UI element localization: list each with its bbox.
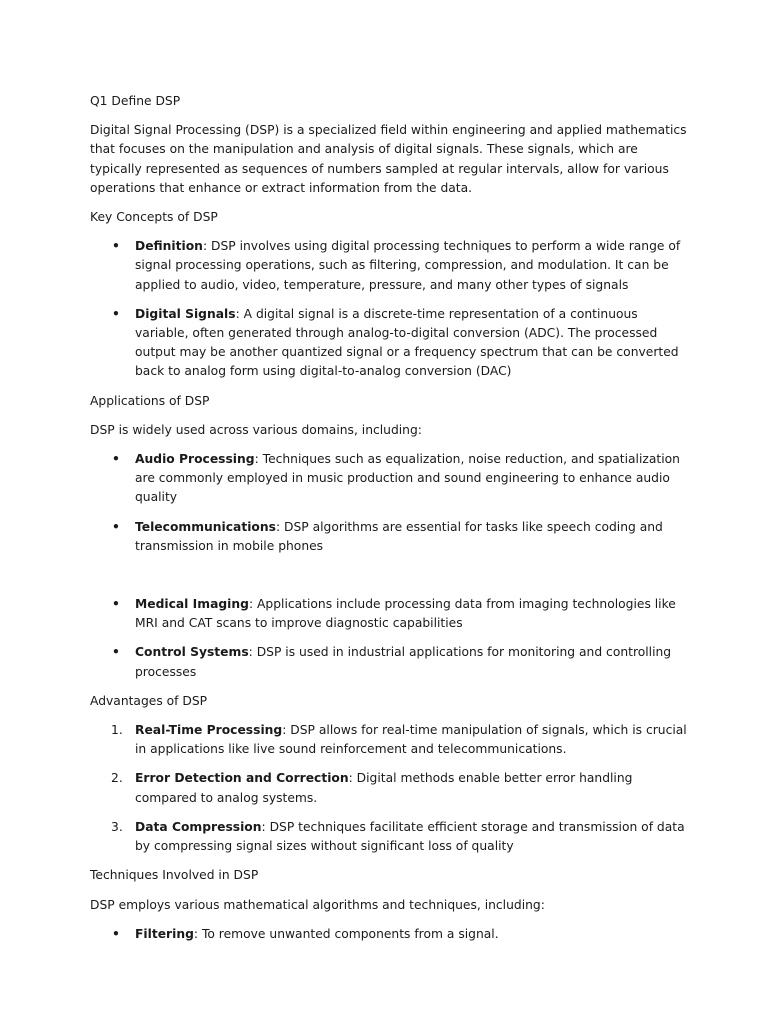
item-term: Telecommunications: [135, 519, 276, 534]
list-item: [90, 595, 690, 633]
list-item: [90, 643, 690, 681]
applications-title: Applications of DSP: [90, 393, 210, 408]
document-body: [90, 92, 690, 954]
key-concepts-title: Key Concepts of DSP: [90, 210, 218, 225]
blank-line: [90, 566, 690, 595]
list-item: [90, 305, 690, 382]
item-text: : DSP techniques facilitate efficient storage and transmission of data by compressing signal sizes without significant loss of quality: [135, 819, 685, 854]
item-term: Medical Imaging: [135, 597, 249, 612]
item-term: Real-Time Processing: [135, 723, 283, 738]
list-item: [90, 237, 690, 295]
item-text: : A digital signal is a discrete-time representation of a continuous variable, often generated through analog-to-digital conversion (ADC). The processed output may be another quantized signal or a frequency spectrum that can be converted back to analog form using digital-to-analog conversion (DAC): [135, 306, 679, 379]
applications-lead: DSP is widely used across various domains, including:: [90, 422, 422, 437]
item-term: Error Detection and Correction: [135, 771, 349, 786]
list-item: [90, 450, 690, 508]
item-term: Control Systems: [135, 645, 249, 660]
item-text: : DSP allows for real-time manipulation of signals, which is crucial in applications like live sound reinforcement and telecommunications.: [135, 723, 687, 757]
bullet-icon: •: [112, 452, 120, 467]
item-term: Definition: [135, 239, 203, 254]
item-number: 2.: [111, 771, 123, 786]
techniques-lead: DSP employs various mathematical algorithms and techniques, including:: [90, 897, 545, 912]
list-item: [90, 518, 690, 556]
item-term: Data Compression: [135, 819, 262, 834]
item-text: : DSP algorithms are essential for tasks like speech coding and transmission in mobile phones: [135, 519, 663, 553]
bullet-icon: •: [112, 597, 120, 612]
item-text: : DSP involves using digital processing techniques to perform a wide range of signal processing operations, such as filtering, compression, and modulation. It can be applied to audio, video, temperature, pressure, and many other types of signals: [135, 239, 681, 292]
item-term: Audio Processing: [135, 452, 255, 467]
intro-paragraph: Digital Signal Processing (DSP) is a specialized field within engineering and applied mathematics that focuses on the manipulation and analysis of digital signals. These signals, which are typically represented as sequences of numbers sampled at regular intervals, allow for various operations that enhance or extract information from the data.: [90, 123, 687, 195]
bullet-icon: •: [112, 645, 120, 660]
item-number: 3.: [111, 819, 123, 834]
advantages-list: [90, 721, 690, 856]
item-term: Filtering: [135, 926, 194, 941]
key-concepts-list: [90, 237, 690, 381]
bullet-icon: •: [112, 239, 120, 254]
item-text: : Applications include processing data from imaging technologies like MRI and CAT scans to improve diagnostic capabilities: [135, 597, 676, 631]
item-text: : Digital methods enable better error handling compared to analog systems.: [135, 771, 633, 805]
techniques-list: [90, 925, 690, 944]
bullet-icon: •: [112, 926, 120, 941]
item-text: : To remove unwanted components from a signal.: [193, 926, 499, 941]
item-text: : DSP is used in industrial applications for monitoring and controlling processes: [135, 645, 672, 679]
list-item: [90, 721, 690, 759]
bullet-icon: •: [112, 306, 120, 321]
bullet-icon: •: [112, 519, 120, 534]
techniques-title: Techniques Involved in DSP: [90, 868, 259, 883]
advantages-title: Advantages of DSP: [90, 693, 208, 708]
list-item: [90, 925, 690, 944]
list-item: [90, 818, 690, 856]
document-heading: Q1 Define DSP: [90, 94, 181, 108]
applications-list: [90, 450, 690, 682]
item-term: Digital Signals: [135, 306, 236, 321]
item-number: 1.: [111, 723, 123, 738]
item-text: : Techniques such as equalization, noise reduction, and spatialization are commonly employed in music production and sound engineering to enhance audio quality: [135, 452, 680, 505]
list-item: [90, 769, 690, 807]
